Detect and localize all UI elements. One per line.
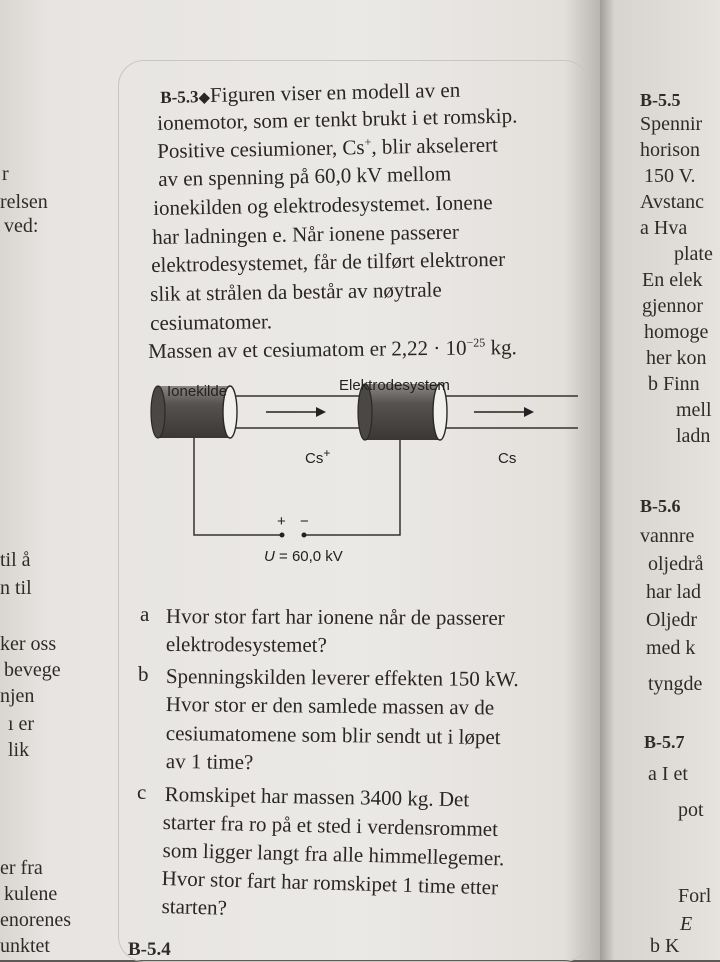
question-c-line-1: Romskipet har massen 3400 kg. Det: [164, 782, 470, 812]
left-margin-line: njen: [0, 685, 35, 707]
right-page-line: mell: [676, 399, 712, 421]
question-a-line-1: Hvor stor fart har ionene når de passerer: [165, 604, 505, 630]
question-b-line-4: av 1 time?: [165, 749, 254, 775]
right-page-line: pot: [678, 799, 704, 821]
ion-label: Cs: [305, 450, 324, 467]
problem-label: B-5.3: [160, 87, 199, 107]
right-page-line: a I et: [648, 763, 688, 785]
right-page-line: Avstanc: [640, 191, 705, 213]
terminal-minus: [302, 533, 307, 538]
circuit-wire-left: [194, 438, 282, 535]
right-page-line: b K: [650, 935, 680, 957]
problem-line-6: har ladningen e. Når ionene passerer: [152, 219, 460, 249]
question-c-line-3: som ligger langt fra alle himmellegemer.: [162, 838, 505, 871]
left-margin-line: n til: [0, 577, 32, 599]
right-page-line: En elek: [642, 269, 703, 291]
problem-line-1: Figuren viser en modell av en: [209, 77, 461, 107]
problem-line-8: slik at strålen da består av nøytrale: [150, 277, 442, 306]
ion-label-sup: +: [323, 446, 331, 460]
atom-label: Cs: [498, 450, 517, 467]
left-margin-line: bevege: [4, 659, 61, 681]
question-b-line-2: Hvor stor er den samlede massen av de: [165, 692, 495, 720]
right-page-line: 150 V.: [644, 165, 696, 187]
right-page-line: B-5.7: [644, 732, 685, 752]
right-page-line: Forl: [678, 885, 712, 907]
right-page-line: B-5.6: [640, 496, 681, 516]
question-b-line-1: Spenningskilden leverer effekten 150 kW.: [165, 664, 519, 692]
right-page-line: har lad: [646, 581, 701, 603]
problem-line-5: ionekilden og elektrodesystemet. Ionene: [153, 190, 493, 220]
left-margin-line: r: [2, 163, 9, 185]
problem-line-9: cesiumatomer.: [150, 309, 273, 335]
left-margin-line: relsen: [0, 191, 48, 213]
minus-sign: −: [300, 513, 309, 530]
left-margin-line: til å: [0, 549, 31, 571]
question-a-line-2: elektrodesystemet?: [165, 632, 327, 657]
question-c-line-2: starter fra ro på et sted i verdensrommet: [162, 810, 499, 842]
right-page-line: plate: [674, 243, 713, 265]
diagram-drawing: [150, 370, 590, 590]
right-page-line: Spennir: [640, 113, 703, 135]
left-margin-line: ved:: [4, 215, 39, 237]
problem-line-2: ionemotor, som er tenkt brukt i et romskip.: [157, 103, 518, 135]
ion-engine-diagram: [150, 370, 590, 590]
problem-line-7: elektrodesystemet, får de tilført elektroner: [151, 246, 506, 277]
right-page-line: med k: [646, 637, 696, 659]
problem-line-4: av en spenning på 60,0 kV mellom: [158, 161, 452, 191]
question-b-letter: b: [138, 662, 149, 686]
right-page-line: ladn: [676, 425, 711, 447]
right-page-line: b Finn: [648, 373, 700, 395]
right-page-line: a Hva: [640, 217, 688, 239]
question-b-line-3: cesiumatomene som blir sendt ut i løpet: [165, 721, 501, 750]
right-page-line: E: [680, 913, 693, 935]
terminal-plus: [280, 533, 285, 538]
ion-source-label: Ionekilde: [167, 383, 228, 400]
right-page-line: homoge: [644, 321, 709, 343]
diamond-icon: ◆: [198, 89, 211, 107]
voltage-variable: U: [264, 548, 275, 565]
left-margin-line: er fra: [0, 857, 43, 879]
electrode-system-label: Elektrodesystem: [339, 377, 450, 394]
question-a-letter: a: [140, 602, 150, 626]
right-page-line: gjennor: [642, 295, 704, 317]
left-margin-line: kulene: [4, 883, 58, 905]
next-problem-label: B-5.4: [128, 939, 171, 960]
right-page-line: B-5.5: [640, 90, 681, 110]
right-page-line: oljedrå: [648, 553, 704, 575]
right-page-line: vannre: [640, 525, 695, 547]
left-margin-line: unktet: [0, 935, 50, 957]
ion-charge-sup: +: [364, 134, 372, 150]
problem-line-3: Positive cesiumioner, Cs: [157, 135, 365, 163]
question-c-line-4: Hvor stor fart har romskipet 1 time etter: [161, 866, 499, 900]
right-page-line: horison: [640, 139, 700, 161]
voltage-value: = 60,0 kV: [274, 548, 343, 565]
right-page-line: tyngde: [648, 673, 703, 695]
right-page-line: Oljedr: [646, 609, 698, 631]
left-margin-line: ı er: [8, 713, 35, 735]
problem-line-3-end: , blir akselerert: [371, 132, 499, 159]
left-margin-line: enorenes: [0, 909, 72, 931]
question-c-letter: c: [137, 780, 147, 804]
mass-unit: kg.: [485, 335, 517, 360]
mass-exponent: −25: [466, 335, 486, 350]
atom-arrow: [474, 407, 534, 417]
question-c-line-5: starten?: [161, 894, 228, 920]
problem-line-10: Massen av et cesiumatom er 2,22 · 10: [148, 335, 467, 363]
plus-sign: +: [277, 513, 286, 530]
left-margin-line: lik: [8, 739, 30, 761]
right-page-line: her kon: [646, 347, 707, 369]
ion-arrow: [266, 407, 326, 417]
left-margin-line: ker oss: [0, 633, 57, 655]
